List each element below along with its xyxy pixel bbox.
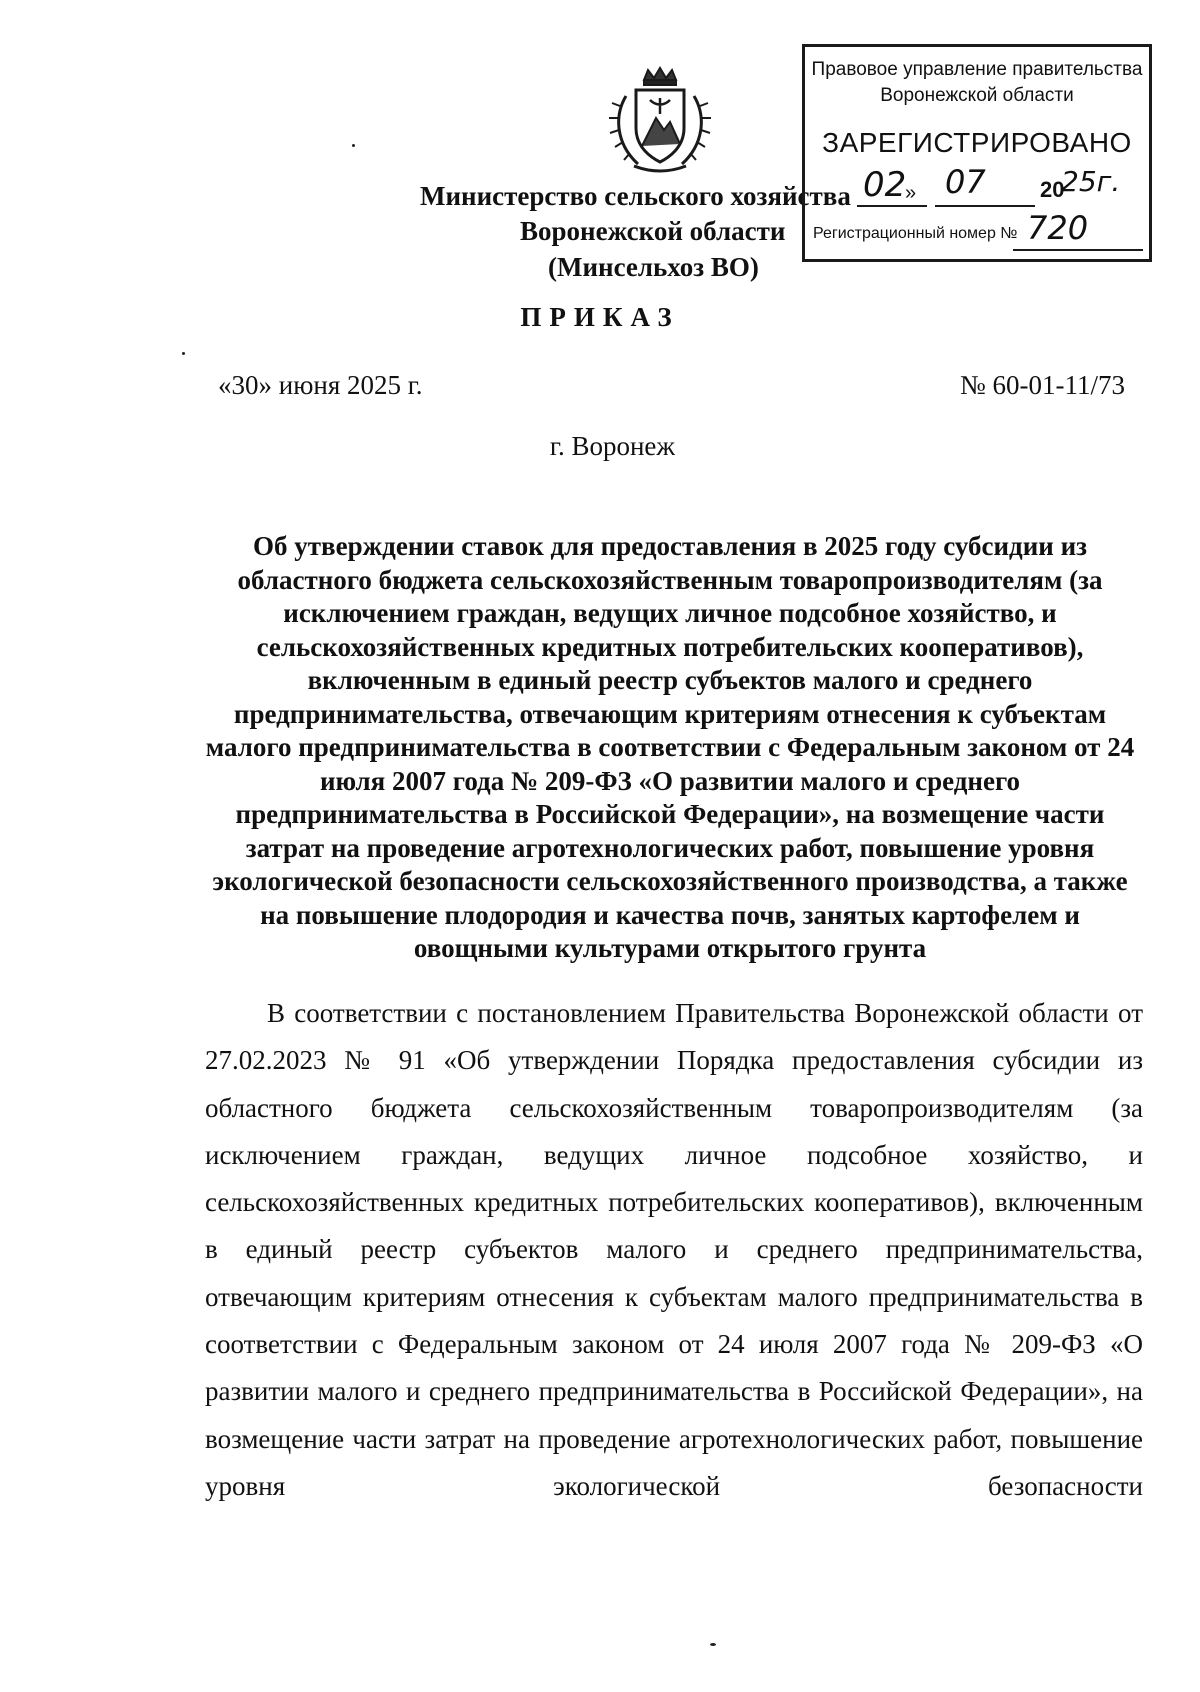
stamp-date-month: 07 (945, 163, 986, 201)
ministry-name-line2: Воронежской области (520, 216, 786, 246)
stamp-department-line2: Воронежской области (880, 85, 1074, 106)
scan-speck (352, 144, 355, 147)
scan-speck (182, 352, 185, 355)
order-number: № 60-01-11/73 (960, 370, 1125, 400)
ministry-name-line1: Министерство сельского хозяйства (420, 181, 851, 211)
stamp-reg-underline (1013, 249, 1143, 251)
stamp-reg-label: Регистрационный номер № (813, 225, 1018, 242)
stamp-year-prefix: 20 (1040, 177, 1065, 202)
stamp-department-line1: Правовое управление правительства (811, 59, 1143, 80)
stamp-date-day: 02 (863, 165, 907, 205)
order-heading: ПРИКАЗ (520, 302, 680, 332)
stamp-year-suffix: 25г. (1061, 165, 1121, 198)
ministry-short-name: (Минсельхоз ВО) (548, 252, 759, 282)
stamp-quote-close: » (905, 182, 917, 204)
stamp-month-underline (935, 205, 1035, 207)
order-title: Об утверждении ставок для предоставления в 2025 году субсидии из областного бюджета сельскохозяйственным товаропроизводителям (за исключением граждан, ведущих личное подсобное хозяйство, и сельскохозяйственных кредитных потребительских кооперативов), включенным в единый реестр субъектов малого и среднего предпринимательства, отвечающим критериям отнесения к субъектам малого предпринимательства в соответствии с Федеральным законом от 24 июля 2007 года № 209-ФЗ «О развитии малого и среднего предпринимательства в Российской Федерации», на возмещение части затрат на проведение агротехнологических работ, повышение уровня экологической безопасности сельскохозяйственного производства, а также на повышение плодородия и качества почв, занятых картофелем и овощными культурами открытого грунта (205, 531, 1135, 963)
stamp-day-underline (857, 205, 927, 207)
scan-speck (710, 1643, 716, 1646)
order-city: г. Воронеж (549, 431, 676, 461)
stamp-reg-number: 720 (1027, 209, 1089, 247)
coat-of-arms-emblem (604, 66, 716, 176)
order-date: «30» июня 2025 г. (218, 370, 423, 400)
stamp-title: ЗАРЕГИСТРИРОВАНО (822, 127, 1132, 158)
registration-stamp (802, 44, 1152, 262)
body-paragraph (205, 990, 1143, 1510)
body-paragraph-text: В соответствии с постановлением Правительства Воронежской области от 27.02.2023 № 91 «Об утверждении Порядка предоставления субсидии из областного бюджета сельскохозяйственным товаропроизводителям (за исключением граждан, ведущих личное подсобное хозяйство, и сельскохозяйственных кредитных потребительских кооперативов), включенным в единый реестр субъектов малого и среднего предпринимательства, отвечающим критериям отнесения к субъектам малого предпринимательства в соответствии с Федеральным законом от 24 июля 2007 года № 209-ФЗ «О развитии малого и среднего предпринимательства в Российской Федерации», на возмещение части затрат на проведение агротехнологических работ, повышение уровня экологической безопасности (205, 998, 1143, 1501)
